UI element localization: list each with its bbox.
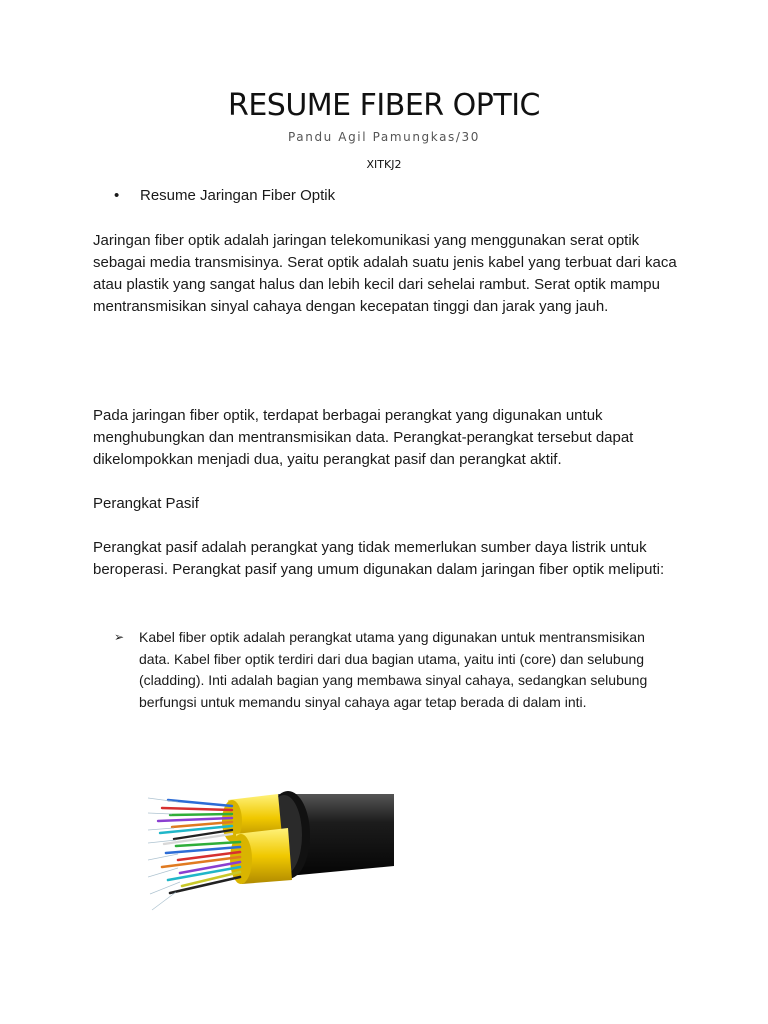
paragraph-passive: Perangkat pasif adalah perangkat yang tidak memerlukan sumber daya listrik untuk beroperasi. Perangkat pasif yang umum digunakan dalam jaringan fiber optik meliputi: [93,539,665,578]
sub-bullet-item [114,627,674,713]
bullet-dot-icon: • [114,187,120,204]
fiber-optic-cable-image [148,780,394,916]
bullet-text: Resume Jaringan Fiber Optik [140,187,336,204]
paragraph-devices: Pada jaringan fiber optik, terdapat berbagai perangkat yang digunakan untuk menghubungkan dan mentransmisikan data. Perangkat-perangkat tersebut dapat dikelompokkan menjadi dua, yaitu perangkat pasif dan perangkat aktif. [93,407,634,468]
document-title: RESUME FIBER OPTIC [227,88,541,123]
class-line: XITKJ2 [366,158,402,171]
bullet-item [114,187,335,204]
author-line: Pandu Agil Pamungkas/30 [287,130,481,144]
sub-bullet-text: Kabel fiber optik adalah perangkat utama yang digunakan untuk mentransmisikan data. Kabel fiber optik terdiri dari dua bagian utama, yaitu inti (core) dan selubung (cladding). Inti adalah bagian yang membawa sinyal cahaya, sedangkan selubung berfungsi untuk memandu sinyal cahaya agar tetap berada di dalam inti. [139,629,648,710]
paragraph-intro: Jaringan fiber optik adalah jaringan telekomunikasi yang menggunakan serat optik sebagai media transmisinya. Serat optik adalah suatu jenis kabel yang terbuat dari kaca atau plastik yang sangat halus dan lebih kecil dari sehelai rambut. Serat optik mampu mentransmisikan sinyal cahaya dengan kecepatan tinggi dan jarak yang jauh. [93,232,677,315]
arrow-bullet-icon: ➢ [114,630,125,644]
section-heading: Perangkat Pasif [93,495,199,512]
